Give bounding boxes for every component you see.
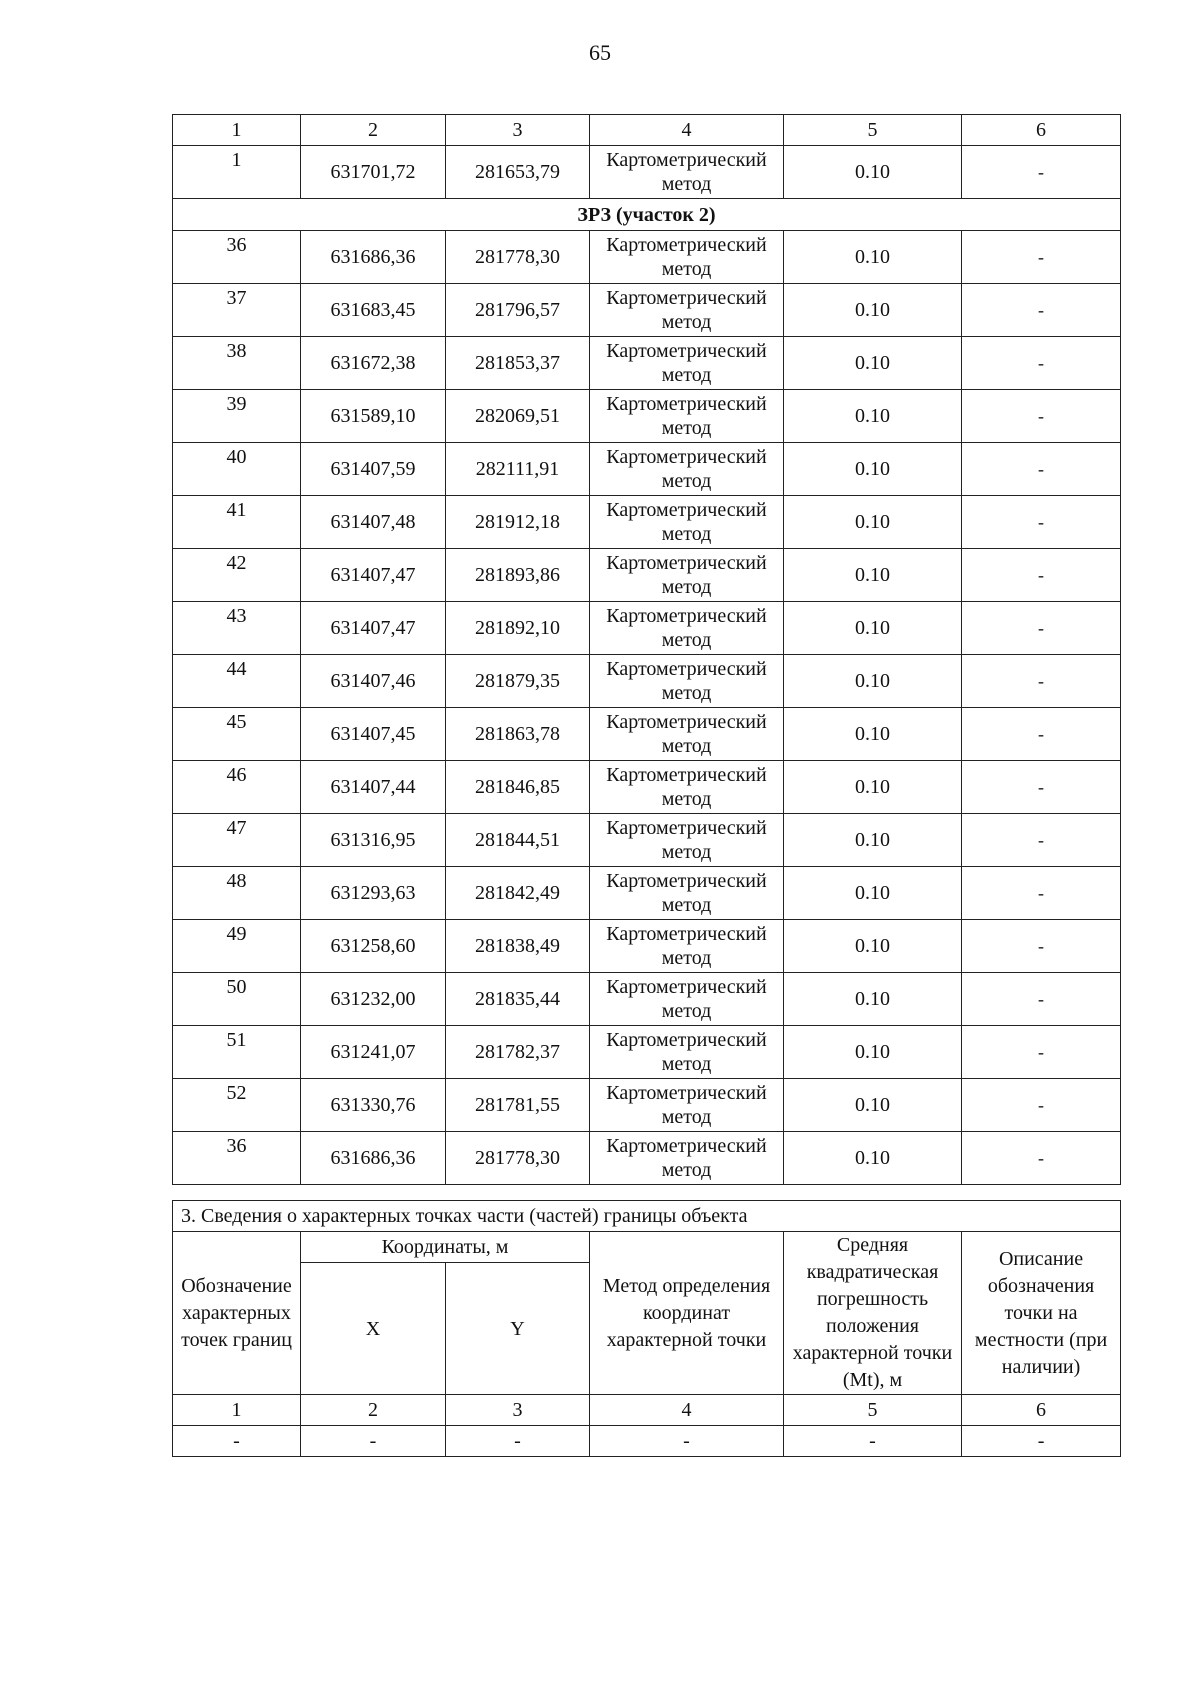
table-row — [173, 973, 1121, 1026]
empty-cell: - — [446, 1426, 590, 1457]
x-coordinate-cell: 631701,72 — [301, 146, 446, 199]
description-cell: - — [962, 284, 1121, 337]
page-number: 65 — [589, 40, 611, 65]
column-number: 4 — [590, 115, 784, 146]
y-coordinate-cell: 281842,49 — [446, 867, 590, 920]
accuracy-cell: 0.10 — [784, 655, 962, 708]
column-number: 1 — [173, 115, 301, 146]
accuracy-cell: 0.10 — [784, 549, 962, 602]
point-number-cell: 36 — [173, 231, 301, 284]
x-coordinate-cell: 631407,44 — [301, 761, 446, 814]
y-coordinate-cell: 281796,57 — [446, 284, 590, 337]
table-row — [173, 655, 1121, 708]
point-number-cell: 46 — [173, 761, 301, 814]
table-row — [173, 708, 1121, 761]
point-number-cell: 52 — [173, 1079, 301, 1132]
method-cell: Картометрический метод — [590, 390, 784, 443]
x-coordinate-cell: 631407,48 — [301, 496, 446, 549]
method-cell: Картометрический метод — [590, 655, 784, 708]
description-cell: - — [962, 337, 1121, 390]
method-cell: Картометрический метод — [590, 337, 784, 390]
accuracy-cell: 0.10 — [784, 231, 962, 284]
x-coordinate-cell: 631258,60 — [301, 920, 446, 973]
y-coordinate-cell: 281778,30 — [446, 231, 590, 284]
method-cell: Картометрический метод — [590, 496, 784, 549]
x-coordinate-cell: 631589,10 — [301, 390, 446, 443]
point-number-cell: 48 — [173, 867, 301, 920]
description-cell: - — [962, 549, 1121, 602]
y-coordinate-cell: 281782,37 — [446, 1026, 590, 1079]
y-header: Y — [446, 1263, 590, 1395]
accuracy-cell: 0.10 — [784, 1026, 962, 1079]
table-row — [173, 814, 1121, 867]
empty-cell: - — [173, 1426, 301, 1457]
description-cell: - — [962, 708, 1121, 761]
x-coordinate-cell: 631407,47 — [301, 549, 446, 602]
method-header: Метод определения координат характерной точки — [590, 1232, 784, 1395]
accuracy-cell: 0.10 — [784, 496, 962, 549]
table-row — [173, 337, 1121, 390]
point-number-cell: 42 — [173, 549, 301, 602]
description-cell: - — [962, 602, 1121, 655]
method-cell: Картометрический метод — [590, 231, 784, 284]
section-title-row — [173, 1201, 1121, 1232]
column-number: 5 — [784, 1395, 962, 1426]
point-number-cell: 39 — [173, 390, 301, 443]
table-row — [173, 602, 1121, 655]
zone-title-row — [173, 199, 1121, 231]
accuracy-cell: 0.10 — [784, 761, 962, 814]
method-cell: Картометрический метод — [590, 761, 784, 814]
point-number-cell: 51 — [173, 1026, 301, 1079]
table-row — [173, 146, 1121, 199]
table-row — [173, 549, 1121, 602]
method-cell: Картометрический метод — [590, 1026, 784, 1079]
designation-header: Обозначение характерных точек границ — [173, 1232, 301, 1395]
method-cell: Картометрический метод — [590, 146, 784, 199]
method-cell: Картометрический метод — [590, 443, 784, 496]
x-coordinate-cell: 631407,47 — [301, 602, 446, 655]
table-row — [173, 1426, 1121, 1457]
accuracy-cell: 0.10 — [784, 920, 962, 973]
x-coordinate-cell: 631672,38 — [301, 337, 446, 390]
accuracy-cell: 0.10 — [784, 443, 962, 496]
x-coordinate-cell: 631330,76 — [301, 1079, 446, 1132]
y-coordinate-cell: 281892,10 — [446, 602, 590, 655]
table-row — [173, 390, 1121, 443]
description-cell: - — [962, 496, 1121, 549]
point-number-cell: 47 — [173, 814, 301, 867]
method-cell: Картометрический метод — [590, 973, 784, 1026]
x-coordinate-cell: 631407,59 — [301, 443, 446, 496]
description-cell: - — [962, 1132, 1121, 1185]
description-cell: - — [962, 1079, 1121, 1132]
accuracy-cell: 0.10 — [784, 1079, 962, 1132]
point-number-cell: 49 — [173, 920, 301, 973]
y-coordinate-cell: 281844,51 — [446, 814, 590, 867]
description-cell: - — [962, 1026, 1121, 1079]
point-number-cell: 45 — [173, 708, 301, 761]
description-cell: - — [962, 814, 1121, 867]
coordinates-table — [172, 114, 1121, 1185]
x-coordinate-cell: 631407,46 — [301, 655, 446, 708]
y-coordinate-cell: 281653,79 — [446, 146, 590, 199]
header-row — [173, 1232, 1121, 1263]
description-cell: - — [962, 231, 1121, 284]
x-coordinate-cell: 631232,00 — [301, 973, 446, 1026]
table-row — [173, 231, 1121, 284]
table-row — [173, 284, 1121, 337]
method-cell: Картометрический метод — [590, 867, 784, 920]
table-row — [173, 1079, 1121, 1132]
empty-cell: - — [590, 1426, 784, 1457]
point-number-cell: 1 — [173, 146, 301, 199]
x-coordinate-cell: 631316,95 — [301, 814, 446, 867]
table-row — [173, 443, 1121, 496]
point-number-cell: 36 — [173, 1132, 301, 1185]
y-coordinate-cell: 281863,78 — [446, 708, 590, 761]
accuracy-cell: 0.10 — [784, 337, 962, 390]
column-number: 2 — [301, 115, 446, 146]
y-coordinate-cell: 281835,44 — [446, 973, 590, 1026]
method-cell: Картометрический метод — [590, 602, 784, 655]
x-coordinate-cell: 631686,36 — [301, 231, 446, 284]
method-cell: Картометрический метод — [590, 708, 784, 761]
x-coordinate-cell: 631407,45 — [301, 708, 446, 761]
y-coordinate-cell: 281912,18 — [446, 496, 590, 549]
empty-cell: - — [962, 1426, 1121, 1457]
table-row — [173, 920, 1121, 973]
description-cell: - — [962, 973, 1121, 1026]
accuracy-cell: 0.10 — [784, 390, 962, 443]
y-coordinate-cell: 281838,49 — [446, 920, 590, 973]
y-coordinate-cell: 281781,55 — [446, 1079, 590, 1132]
column-numbers-row — [173, 115, 1121, 146]
point-number-cell: 38 — [173, 337, 301, 390]
description-cell: - — [962, 867, 1121, 920]
column-number: 5 — [784, 115, 962, 146]
coordinates-header: Координаты, м — [301, 1232, 590, 1263]
empty-cell: - — [301, 1426, 446, 1457]
method-cell: Картометрический метод — [590, 814, 784, 867]
description-cell: - — [962, 390, 1121, 443]
y-coordinate-cell: 281853,37 — [446, 337, 590, 390]
y-coordinate-cell: 281778,30 — [446, 1132, 590, 1185]
column-number: 6 — [962, 1395, 1121, 1426]
point-number-cell: 41 — [173, 496, 301, 549]
y-coordinate-cell: 281879,35 — [446, 655, 590, 708]
method-cell: Картометрический метод — [590, 284, 784, 337]
y-coordinate-cell: 282069,51 — [446, 390, 590, 443]
x-coordinate-cell: 631683,45 — [301, 284, 446, 337]
accuracy-cell: 0.10 — [784, 973, 962, 1026]
column-number: 4 — [590, 1395, 784, 1426]
point-number-cell: 43 — [173, 602, 301, 655]
accuracy-cell: 0.10 — [784, 1132, 962, 1185]
x-coordinate-cell: 631293,63 — [301, 867, 446, 920]
point-number-cell: 40 — [173, 443, 301, 496]
method-cell: Картометрический метод — [590, 1132, 784, 1185]
point-number-cell: 50 — [173, 973, 301, 1026]
zone-title: ЗРЗ (участок 2) — [173, 199, 1121, 231]
accuracy-cell: 0.10 — [784, 146, 962, 199]
x-coordinate-cell: 631686,36 — [301, 1132, 446, 1185]
method-cell: Картометрический метод — [590, 1079, 784, 1132]
table-row — [173, 1026, 1121, 1079]
accuracy-cell: 0.10 — [784, 284, 962, 337]
description-header: Описание обозначения точки на местности (при наличии) — [962, 1232, 1121, 1395]
table-row — [173, 867, 1121, 920]
column-numbers-row — [173, 1395, 1121, 1426]
table-row — [173, 1132, 1121, 1185]
column-number: 2 — [301, 1395, 446, 1426]
x-coordinate-cell: 631241,07 — [301, 1026, 446, 1079]
table-row — [173, 761, 1121, 814]
y-coordinate-cell: 281893,86 — [446, 549, 590, 602]
method-cell: Картометрический метод — [590, 549, 784, 602]
description-cell: - — [962, 146, 1121, 199]
y-coordinate-cell: 282111,91 — [446, 443, 590, 496]
point-number-cell: 44 — [173, 655, 301, 708]
table-row — [173, 496, 1121, 549]
accuracy-cell: 0.10 — [784, 814, 962, 867]
column-number: 6 — [962, 115, 1121, 146]
description-cell: - — [962, 761, 1121, 814]
column-number: 3 — [446, 1395, 590, 1426]
section-title: 3. Сведения о характерных точках части (частей) границы объекта — [173, 1201, 1121, 1232]
point-number-cell: 37 — [173, 284, 301, 337]
accuracy-header: Средняя квадратическая погрешность положения характерной точки (Mt), м — [784, 1232, 962, 1395]
part-boundary-table — [172, 1200, 1121, 1457]
description-cell: - — [962, 920, 1121, 973]
column-number: 1 — [173, 1395, 301, 1426]
y-coordinate-cell: 281846,85 — [446, 761, 590, 814]
description-cell: - — [962, 443, 1121, 496]
accuracy-cell: 0.10 — [784, 708, 962, 761]
accuracy-cell: 0.10 — [784, 867, 962, 920]
accuracy-cell: 0.10 — [784, 602, 962, 655]
description-cell: - — [962, 655, 1121, 708]
x-header: X — [301, 1263, 446, 1395]
method-cell: Картометрический метод — [590, 920, 784, 973]
empty-cell: - — [784, 1426, 962, 1457]
column-number: 3 — [446, 115, 590, 146]
